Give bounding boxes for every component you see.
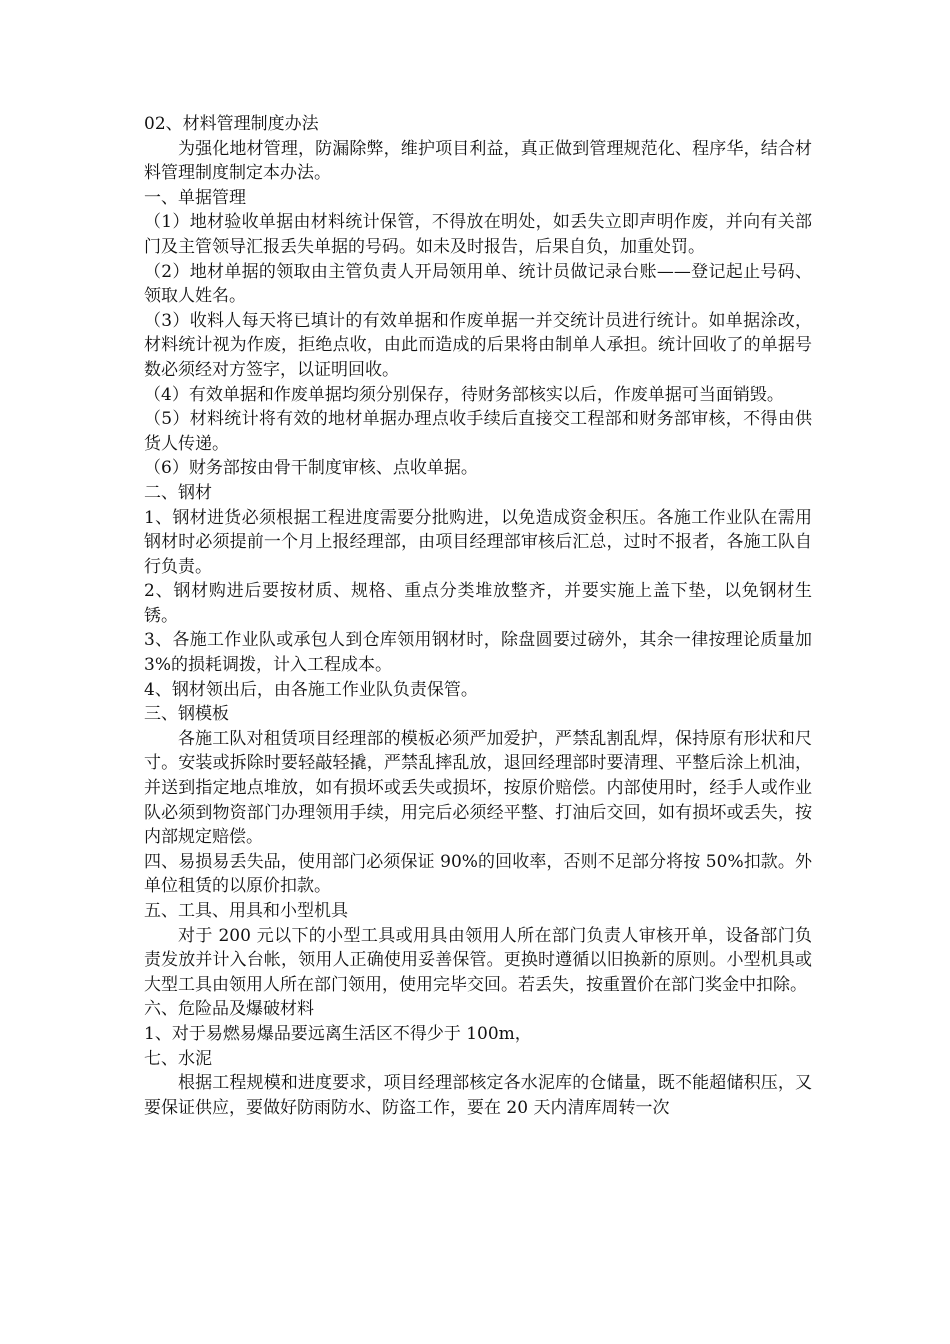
paragraph: 根据工程规模和进度要求，项目经理部核定各水泥库的仓储量，既不能超储积压，又要保证供应，要做好防雨防水、防盗工作，要在 20 天内清库周转一次 — [144, 1073, 812, 1118]
paragraph: 对于 200 元以下的小型工具或用具由领用人所在部门负责人审核开单，设备部门负责发放并计入台帐，领用人正确使用妥善保管。更换时遵循以旧换新的原则。小型机具或大型工具由领用人所在部门领用，使用完毕交回。若丢失，按重置价在部门奖金中扣除。 — [144, 925, 812, 995]
section-heading: 二、钢材 — [144, 482, 212, 503]
paragraph: （1）地材验收单据由材料统计保管，不得放在明处，如丢失立即声明作废，并向有关部门及主管领导汇报丢失单据的号码。如未及时报告，后果自负，加重处罚。 — [144, 212, 812, 257]
section-heading: 三、钢模板 — [144, 704, 229, 725]
paragraph: （3）收料人每天将已填计的有效单据和作废单据一并交统计员进行统计。如单据涂改，材料统计视为作废，拒绝点收，由此而造成的后果将由制单人承担。统计回收了的单据号数必须经对方签字，以证明回收。 — [144, 310, 812, 380]
paragraph: 1、对于易燃易爆品要远离生活区不得少于 100m， — [144, 1023, 532, 1044]
paragraph: 4、钢材领出后，由各施工作业队负责保管。 — [144, 679, 478, 700]
section-heading: 一、单据管理 — [144, 187, 246, 208]
paragraph: （5）材料统计将有效的地材单据办理点收手续后直接交工程部和财务部审核，不得由供货人传递。 — [144, 409, 812, 454]
section-heading: 六、危险品及爆破材料 — [144, 999, 314, 1020]
document-title: 02、材料管理制度办法 — [144, 114, 319, 134]
paragraph: （4）有效单据和作废单据均须分别保存，待财务部核实以后，作废单据可当面销毁。 — [144, 384, 784, 405]
document-body — [144, 112, 812, 1120]
paragraph: （2）地材单据的领取由主管负责人开局领用单、统计员做记录台账——登记起止号码、领取人姓名。 — [144, 261, 812, 307]
paragraph: 2、钢材购进后要按材质、规格、重点分类堆放整齐，并要实施上盖下垫，以免钢材生锈。 — [144, 581, 812, 626]
paragraph: 各施工队对租赁项目经理部的模板必须严加爱护，严禁乱割乱焊，保持原有形状和尺寸。安装或拆除时要轻敲轻撬，严禁乱摔乱放，退回经理部时要清理、平整后涂上机油，并送到指定地点堆放，如有损坏或丢失或损坏，按原价赔偿。内部使用时，经手人或作业队必须到物资部门办理领用手续，用完后必须经平整、打油后交回，如有损坏或丢失，按内部规定赔偿。 — [144, 728, 812, 848]
paragraph: 3、各施工作业队或承包人到仓库领用钢材时，除盘圆要过磅外，其余一律按理论质量加 3%的损耗调拨，计入工程成本。 — [144, 630, 812, 676]
section-heading: 五、工具、用具和小型机具 — [144, 901, 348, 921]
paragraph: 为强化地材管理，防漏除弊，维护项目利益，真正做到管理规范化、程序华，结合材料管理制度制定本办法。 — [144, 138, 812, 184]
paragraph: （6）财务部按由骨干制度审核、点收单据。 — [144, 458, 478, 479]
paragraph: 1、钢材进货必须根据工程进度需要分批购进，以免造成资金积压。各施工作业队在需用钢材时必须提前一个月上报经理部，由项目经理部审核后汇总，过时不报者，各施工队自行负责。 — [144, 507, 812, 577]
paragraph: 四、易损易丢失品，使用部门必须保证 90%的回收率，否则不足部分将按 50%扣款。外单位租赁的以原价扣款。 — [144, 851, 812, 897]
section-heading: 七、水泥 — [144, 1048, 212, 1069]
